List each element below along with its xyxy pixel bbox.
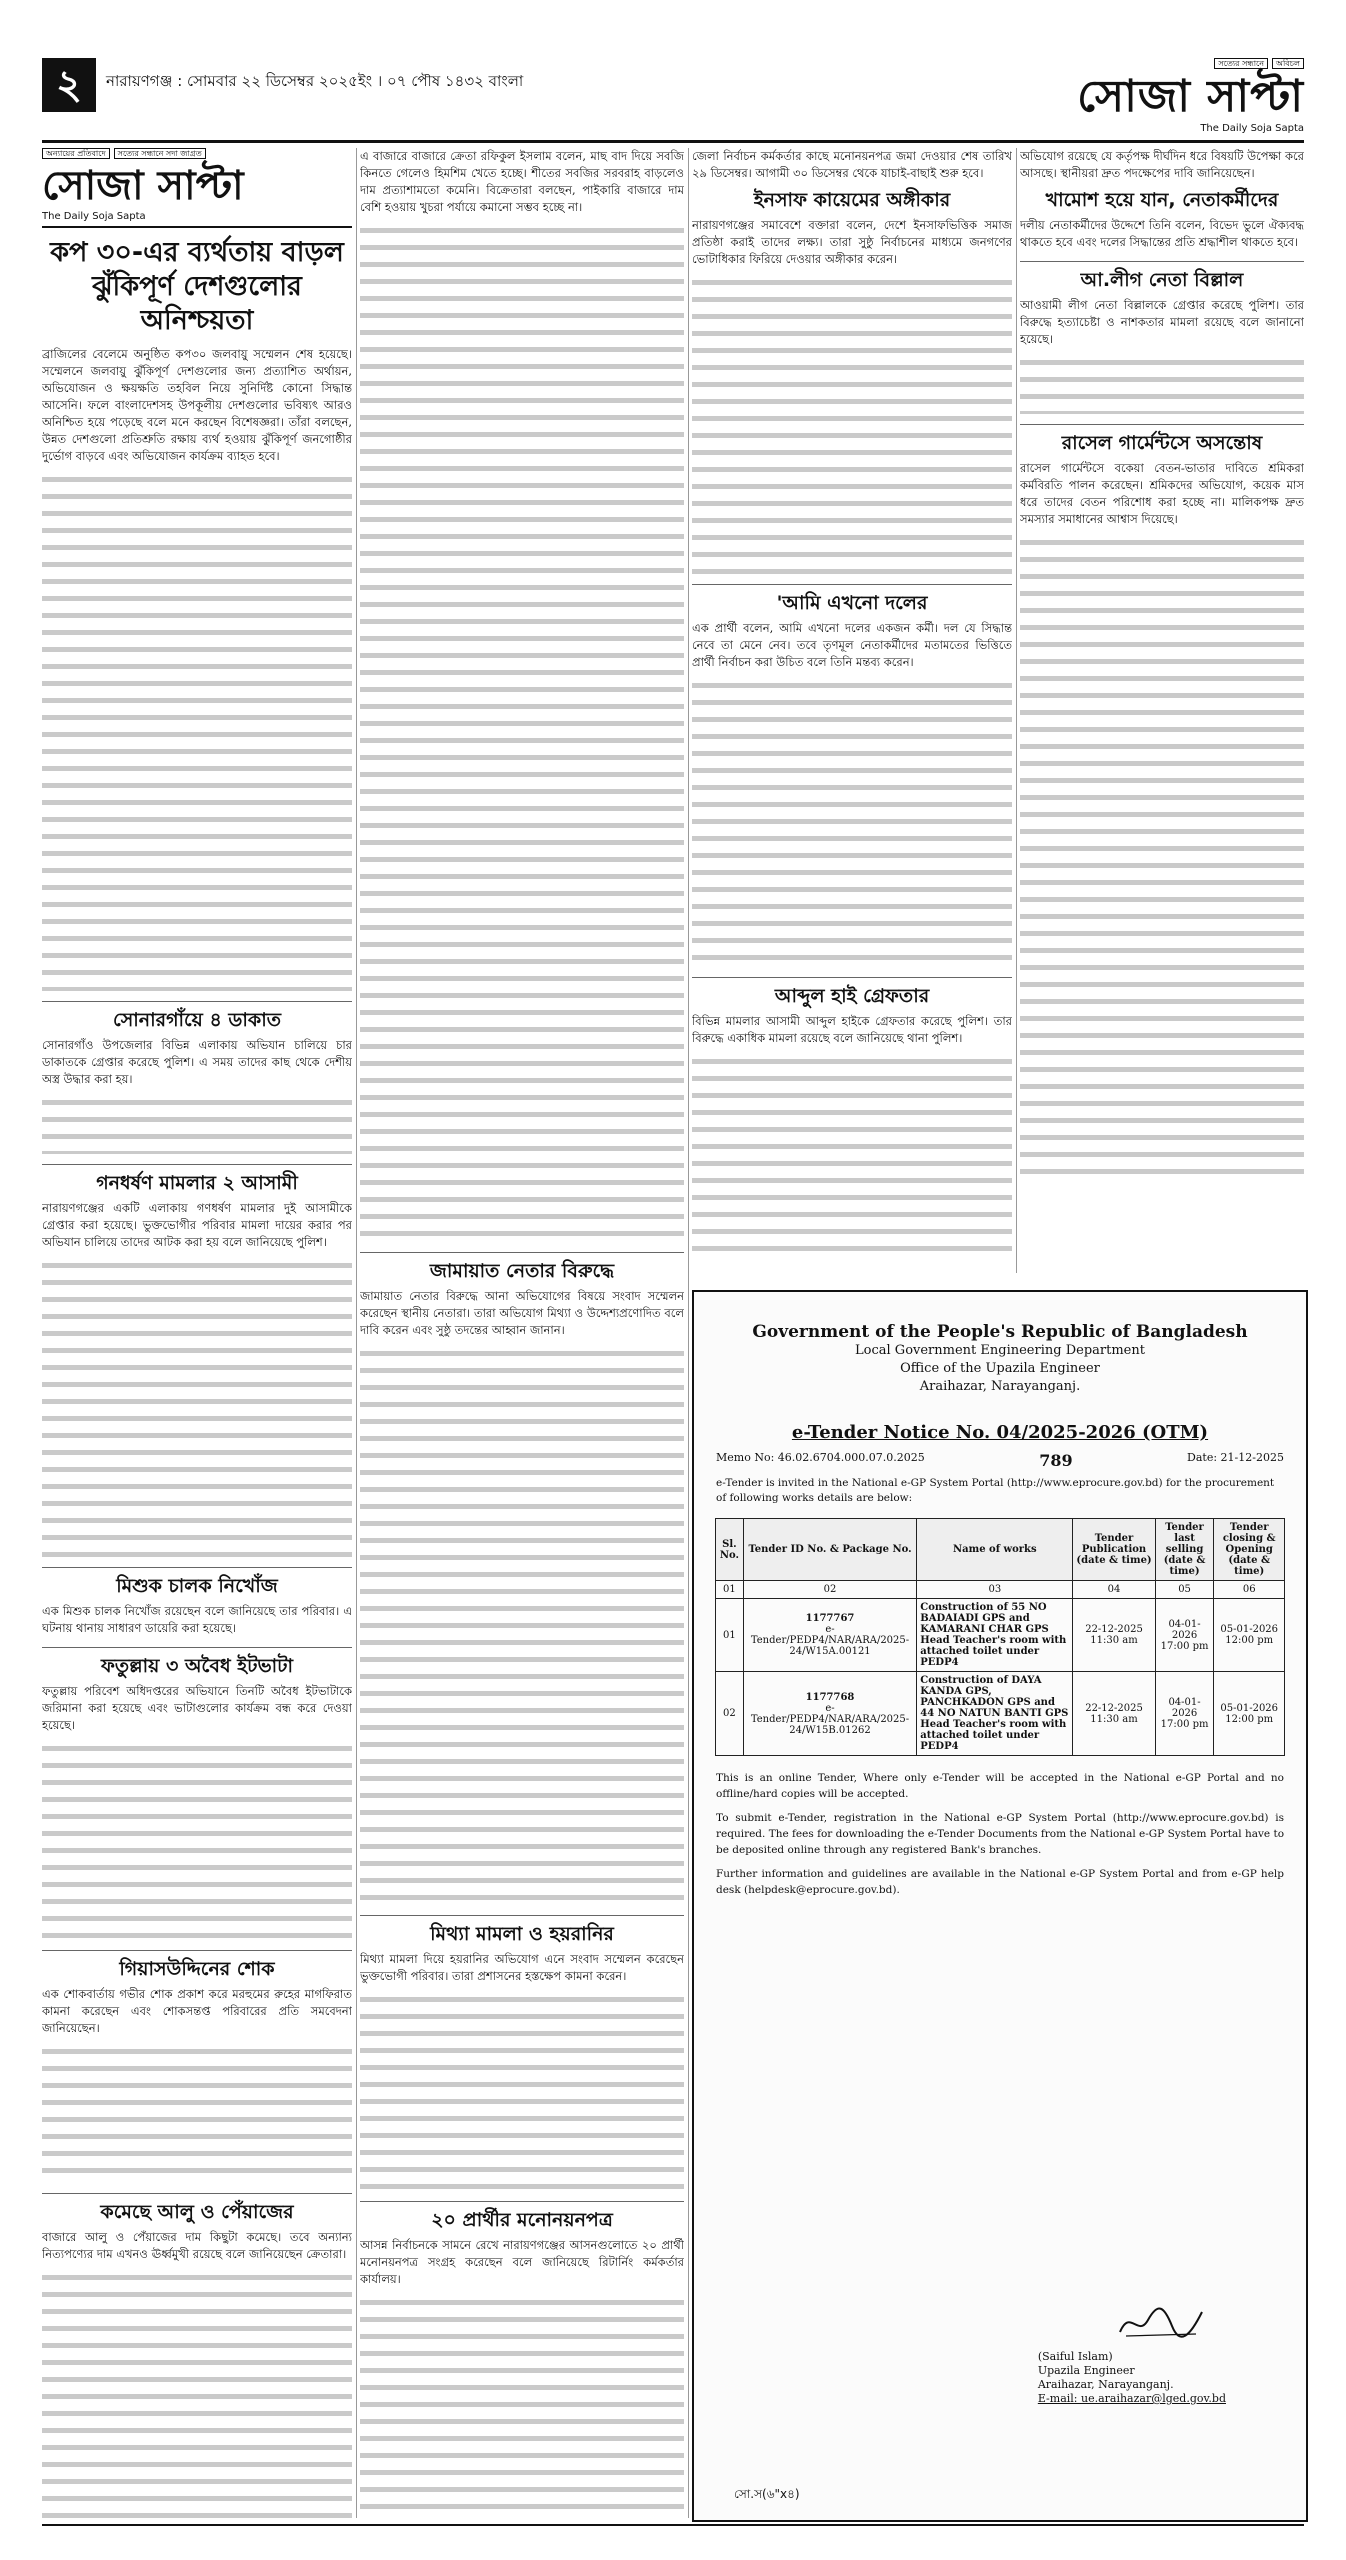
col-header: Tender closing & Opening (date & time): [1214, 1519, 1285, 1581]
tender-memo-line: [694, 1451, 1306, 1470]
inner-newspaper-english: The Daily Soja Sapta: [42, 211, 146, 222]
article-text-block: [42, 471, 352, 991]
headline: রাসেল গার্মেন্টসে অসন্তোষ: [1020, 424, 1304, 455]
tender-memo-number: 789: [1039, 1451, 1073, 1470]
sig-place: Araihazar, Narayanganj.: [1037, 2378, 1174, 2391]
article-body: ফতুল্লায় পরিবেশ অধিদপ্তরের অভিযানে তিনটি অবৈধ ইটভাটাকে জরিমানা করা হয়েছে এবং ভাটাগুলোর কার্যক্রম বন্ধ করে দেওয়া হয়েছে।: [42, 1684, 352, 1732]
tender-office: Office of the Upazila Engineer: [900, 1361, 1100, 1376]
newspaper-english-name: The Daily Soja Sapta: [1200, 123, 1304, 134]
newspaper-name: সোজা সাপ্টা: [1077, 71, 1304, 122]
article-text-block: [42, 1257, 352, 1557]
tender-id: 1177768: [805, 1691, 855, 1703]
inner-masthead: [42, 148, 352, 228]
column-3: [692, 148, 1012, 1273]
article-text-block: [692, 677, 1012, 967]
article-text-block: [42, 1740, 352, 1940]
headline: কমেছে আলু ও পেঁয়াজের: [42, 2193, 352, 2224]
headline: গনধর্ষণ মামলার ২ আসামী: [42, 1164, 352, 1195]
package-no: e-Tender/PEDP4/NAR/ARA/2025-24/W15A.00121: [750, 1624, 910, 1657]
table-index-row: [716, 1581, 1285, 1599]
article-body: এ বাজারে বাজারে ক্রেতা রফিকুল ইসলাম বলেন, মাছ বাদ দিয়ে সবজি কিনতে গেলেও হিমশিম খেতে হচ্ছে। শীতের সবজির সরবরাহ বাড়লেও দাম প্রত্যাশামতো কমেনি। বিক্রেতারা বলছেন, পাইকারি বাজারে দাম বেশি হওয়ায় খুচরা পর্যায়ে কমানো সম্ভব হচ্ছে না।: [360, 149, 684, 214]
headline: ফতুল্লায় ৩ অবৈধ ইটভাটা: [42, 1647, 352, 1678]
inner-tag: সত্যের সন্ধানে সদা জাগ্রত: [114, 148, 206, 159]
headline: খামোশ হয়ে যান, নেতাকর্মীদের: [1045, 189, 1279, 211]
sig-email: E-mail: ue.araihazar@lged.gov.bd: [1037, 2392, 1226, 2405]
bottom-rule: [42, 2524, 1304, 2526]
cell-pub: 22-12-2025 11:30 am: [1073, 1599, 1155, 1672]
cell-work: Construction of DAYA KANDA GPS, PANCHKADON GPS and 44 NO NATUN BANTI GPS Head Teacher's room with attached toilet under PEDP4: [917, 1672, 1073, 1756]
header-tags: [1004, 58, 1304, 71]
headline: সোনারগাঁয়ে ৪ ডাকাত: [42, 1001, 352, 1032]
headline: 'আমি এখনো দলের: [692, 584, 1012, 615]
article-body: আসন্ন নির্বাচনকে সামনে রেখে নারায়ণগঞ্জের আসনগুলোতে ২০ প্রার্থী মনোনয়নপত্র সংগ্রহ করেছেন বলে জানিয়েছে রিটার্নিং কর্মকর্তার কার্যালয়।: [360, 2238, 684, 2286]
tender-intro: e-Tender is invited in the National e-GP System Portal (http://www.eprocure.gov.bd) for the procurement of following works details are below:: [716, 1477, 1275, 1504]
headline: গিয়াসউদ্দিনের শোক: [42, 1950, 352, 1981]
article-body: দলীয় নেতাকর্মীদের উদ্দেশে তিনি বলেন, বিভেদ ভুলে ঐক্যবদ্ধ থাকতে হবে এবং দলের সিদ্ধান্তের প্রতি শ্রদ্ধাশীল থাকতে হবে।: [1020, 218, 1304, 249]
article-text-block: [42, 2043, 352, 2183]
tender-notice: [692, 1290, 1308, 2522]
tender-footer-2: To submit e-Tender, registration in the National e-GP System Portal (http://www.eprocure.gov.bd) is required. The fees for downloading the e-Tender Documents from the National e-GP System Portal have to be deposited online through any registered Bank's branches.: [716, 1812, 1285, 1856]
article-body: এক শোকবার্তায় গভীর শোক প্রকাশ করে মরহুমের রুহের মাগফিরাত কামনা করেছেন এবং শোকসন্তপ্ত পরিবারের প্রতি সমবেদনা জানিয়েছেন।: [42, 1987, 352, 2035]
col-index: 05: [1155, 1581, 1214, 1599]
headline: জামায়াত নেতার বিরুদ্ধে: [360, 1252, 684, 1283]
col-index: 01: [716, 1581, 744, 1599]
dateline: নারায়ণগঞ্জ : সোমবার ২২ ডিসেম্বর ২০২৫ইং । ০৭ পৌষ ১৪৩২ বাংলা: [106, 72, 524, 90]
article-body: বাজারে আলু ও পেঁয়াজের দাম কিছুটা কমেছে। তবে অন্যান্য নিত্যপণ্যের দাম এখনও ঊর্ধ্বমুখী রয়েছে বলে জানিয়েছেন ক্রেতারা।: [42, 2230, 352, 2261]
cell-sell: 04-01-2026 17:00 pm: [1155, 1599, 1214, 1672]
tender-place: Araihazar, Narayanganj.: [919, 1379, 1081, 1394]
article-text-block: [1020, 354, 1304, 414]
col-index: 03: [917, 1581, 1073, 1599]
page-number: ২: [42, 58, 96, 112]
article-body: আওয়ামী লীগ নেতা বিল্লালকে গ্রেপ্তার করেছে পুলিশ। তার বিরুদ্ধে হত্যাচেষ্টা ও নাশকতার মামলা রয়েছে বলে জানানো হয়েছে।: [1020, 298, 1304, 346]
cell-sell: 04-01-2026 17:00 pm: [1155, 1672, 1214, 1756]
lead-body: ব্রাজিলের বেলেমে অনুষ্ঠিত কপ৩০ জলবায়ু সম্মেলন শেষ হয়েছে। সম্মেলনে জলবায়ু ঝুঁকিপূর্ণ দেশগুলোর জন্য প্রত্যাশিত অর্থায়ন, অভিযোজন ও ক্ষয়ক্ষতি তহবিল নিয়ে সুনির্দিষ্ট কোনো সিদ্ধান্ত আসেনি। ফলে বাংলাদেশসহ উপকূলীয় দেশগুলোর ভবিষ্যৎ আরও অনিশ্চিত হয়ে পড়েছে বলে মনে করছেন বিশেষজ্ঞরা। তাঁরা বলছেন, উন্নত দেশগুলো প্রতিশ্রুতি রক্ষায় ব্যর্থ হওয়ায় ঝুঁকিপূর্ণ জনগোষ্ঠীর দুর্ভোগ বাড়বে এবং অভিযোজন কার্যক্রম ব্যাহত হবে।: [42, 347, 352, 463]
article-body: রাসেল গার্মেন্টসে বকেয়া বেতন-ভাতার দাবিতে শ্রমিকরা কর্মবিরতি পালন করেছেন। শ্রমিকদের অভিযোগ, কয়েক মাস ধরে তাদের বেতন পরিশোধ করা হচ্ছে না। মালিকপক্ষ দ্রুত সমস্যার সমাধানের আশ্বাস দিয়েছে।: [1020, 461, 1304, 526]
article-body: এক প্রার্থী বলেন, আমি এখনো দলের একজন কর্মী। দল যে সিদ্ধান্ত নেবে তা মেনে নেব। তবে তৃণমূল নেতাকর্মীদের মতামতের ভিত্তিতে প্রার্থী নির্বাচন করা উচিত বলে তিনি মন্তব্য করেন।: [692, 621, 1012, 669]
col-header: Sl. No.: [716, 1519, 744, 1581]
tender-memo: Memo No: 46.02.6704.000.07.0.2025: [716, 1451, 925, 1464]
lead-headline: কপ ৩০-এর ব্যর্থতায় বাড়ল ঝুঁকিপূর্ণ দেশগুলোর অনিশ্চয়তা: [50, 237, 344, 336]
article-text-block: [360, 2294, 684, 2518]
tender-footer-3: Further information and guidelines are available in the National e-GP System Portal and from e-GP help desk (helpdesk@eprocure.gov.bd).: [716, 1868, 1284, 1896]
tender-footer-1: This is an online Tender, Where only e-Tender will be accepted in the National e-GP Portal and no offline/hard copies will be accepted.: [716, 1772, 1284, 1800]
article-body: অভিযোগ রয়েছে যে কর্তৃপক্ষ দীর্ঘদিন ধরে বিষয়টি উপেক্ষা করে আসছে। স্থানীয়রা দ্রুত পদক্ষেপের দাবি জানিয়েছেন।: [1020, 149, 1304, 180]
signature-icon: [1116, 2302, 1206, 2342]
col-index: 06: [1214, 1581, 1285, 1599]
inner-masthead-tags: [42, 148, 352, 161]
column-2: [360, 148, 684, 2518]
column-1: [42, 148, 352, 2518]
col-index: 04: [1073, 1581, 1155, 1599]
article-body: বিভিন্ন মামলার আসামী আব্দুল হাইকে গ্রেফতার করেছে পুলিশ। তার বিরুদ্ধে একাধিক মামলা রয়েছে বলে জানিয়েছে থানা পুলিশ।: [692, 1014, 1012, 1045]
header-masthead: [1004, 58, 1304, 134]
inner-newspaper-name: সোজা সাপ্টা: [42, 163, 244, 209]
article-body: সোনারগাঁও উপজেলার বিভিন্ন এলাকায় অভিযান চালিয়ে চার ডাকাতকে গ্রেপ্তার করেছে পুলিশ। এ সময় তাদের কাছ থেকে দেশীয় অস্ত্র উদ্ধার করা হয়।: [42, 1038, 352, 1086]
headline: আ.লীগ নেতা বিল্লাল: [1020, 261, 1304, 292]
article-text-block: [360, 222, 684, 1242]
article-text-block: [360, 1991, 684, 2191]
package-no: e-Tender/PEDP4/NAR/ARA/2025-24/W15B.01262: [750, 1702, 910, 1736]
sig-name: (Saiful Islam): [1037, 2350, 1113, 2363]
article-text-block: [692, 1053, 1012, 1253]
headline: আব্দুল হাই গ্রেফতার: [692, 977, 1012, 1008]
col-header: Tender ID No. & Package No.: [743, 1519, 917, 1581]
cell-work: Construction of 55 NO BADAIADI GPS and KAMARANI CHAR GPS Head Teacher's room with attached toilet under PEDP4: [917, 1599, 1073, 1672]
article-body: জামায়াত নেতার বিরুদ্ধে আনা অভিযোগের বিষয়ে সংবাদ সম্মেলন করেছেন স্থানীয় নেতারা। তারা অভিযোগ মিথ্যা ও উদ্দেশ্যপ্রণোদিত বলে দাবি করেন এবং সুষ্ঠু তদন্তের আহ্বান জানান।: [360, 1289, 684, 1337]
col-header: Tender Publication (date & time): [1073, 1519, 1155, 1581]
article-body: নারায়ণগঞ্জের সমাবেশে বক্তারা বলেন, দেশে ইনসাফভিত্তিক সমাজ প্রতিষ্ঠা করাই তাদের লক্ষ্য। তারা সুষ্ঠু নির্বাচনের মাধ্যমে জনগণের ভোটাধিকার ফিরিয়ে দেওয়ার অঙ্গীকার করেন।: [692, 218, 1012, 266]
article-body: জেলা নির্বাচন কর্মকর্তার কাছে মনোনয়নপত্র জমা দেওয়ার শেষ তারিখ ২৯ ডিসেম্বর। আগামী ৩০ ডিসেম্বর থেকে যাচাই-বাছাই শুরু হবে।: [692, 149, 1012, 180]
header-tag: সত্যের সন্ধানে: [1214, 58, 1268, 69]
tender-gov: Government of the People's Republic of Bangladesh: [752, 1322, 1248, 1342]
headline: ২০ প্রার্থীর মনোনয়নপত্র: [360, 2201, 684, 2232]
signature-block: [1038, 2350, 1226, 2406]
article-text-block: [360, 1345, 684, 1905]
article-body: এক মিশুক চালক নিখোঁজ রয়েছেন বলে জানিয়েছে তার পরিবার। এ ঘটনায় থানায় সাধারণ ডায়েরি করা হয়েছে।: [42, 1604, 352, 1635]
header-tag: অবিচল: [1272, 58, 1304, 69]
tender-table: [715, 1518, 1285, 1756]
cell-close: 05-01-2026 12:00 pm: [1214, 1672, 1285, 1756]
column-divider: [688, 148, 689, 2518]
cell-close: 05-01-2026 12:00 pm: [1214, 1599, 1285, 1672]
headline: মিশুক চালক নিখোঁজ: [42, 1567, 352, 1598]
ad-code: সো.স(৬"x৪): [734, 2487, 800, 2501]
col-index: 02: [743, 1581, 917, 1599]
col-header: Tender last selling (date & time): [1155, 1519, 1214, 1581]
column-4: [1020, 148, 1304, 1273]
sig-title: Upazila Engineer: [1037, 2364, 1135, 2377]
cell-id: [743, 1672, 917, 1756]
cell-sl: 01: [716, 1599, 744, 1672]
table-row: [716, 1599, 1285, 1672]
article-body: মিথ্যা মামলা দিয়ে হয়রানির অভিযোগ এনে সংবাদ সম্মেলন করেছেন ভুক্তভোগী পরিবার। তারা প্রশাসনের হস্তক্ষেপ কামনা করেন।: [360, 1952, 684, 1983]
inner-tag: অন্যায়ের প্রতিবাদে: [42, 148, 110, 159]
article-text-block: [42, 1094, 352, 1154]
cell-pub: 22-12-2025 11:30 am: [1073, 1672, 1155, 1756]
col-header: Name of works: [917, 1519, 1073, 1581]
article-text-block: [42, 2269, 352, 2518]
tender-id: 1177767: [805, 1613, 855, 1624]
column-divider: [1016, 148, 1017, 1273]
tender-title: e-Tender Notice No. 04/2025-2026 (OTM): [791, 1422, 1209, 1443]
article-body: নারায়ণগঞ্জের একটি এলাকায় গণধর্ষণ মামলার দুই আসামীকে গ্রেপ্তার করা হয়েছে। ভুক্তভোগীর পরিবার মামলা দায়ের করার পর অভিযান চালিয়ে তাদের আটক করা হয় বলে জানিয়েছে পুলিশ।: [42, 1201, 352, 1249]
article-text-block: [692, 274, 1012, 574]
table-row: [716, 1672, 1285, 1756]
tender-dept: Local Government Engineering Department: [855, 1343, 1145, 1358]
column-divider: [356, 148, 357, 2518]
headline: ইনসাফ কায়েমের অঙ্গীকার: [753, 189, 951, 211]
cell-sl: 02: [716, 1672, 744, 1756]
headline: মিথ্যা মামলা ও হয়রানির: [360, 1915, 684, 1946]
table-header-row: [716, 1519, 1285, 1581]
page-header: [42, 54, 1304, 143]
article-text-block: [1020, 534, 1304, 1174]
tender-date: Date: 21-12-2025: [1187, 1451, 1284, 1464]
cell-id: [743, 1599, 917, 1672]
